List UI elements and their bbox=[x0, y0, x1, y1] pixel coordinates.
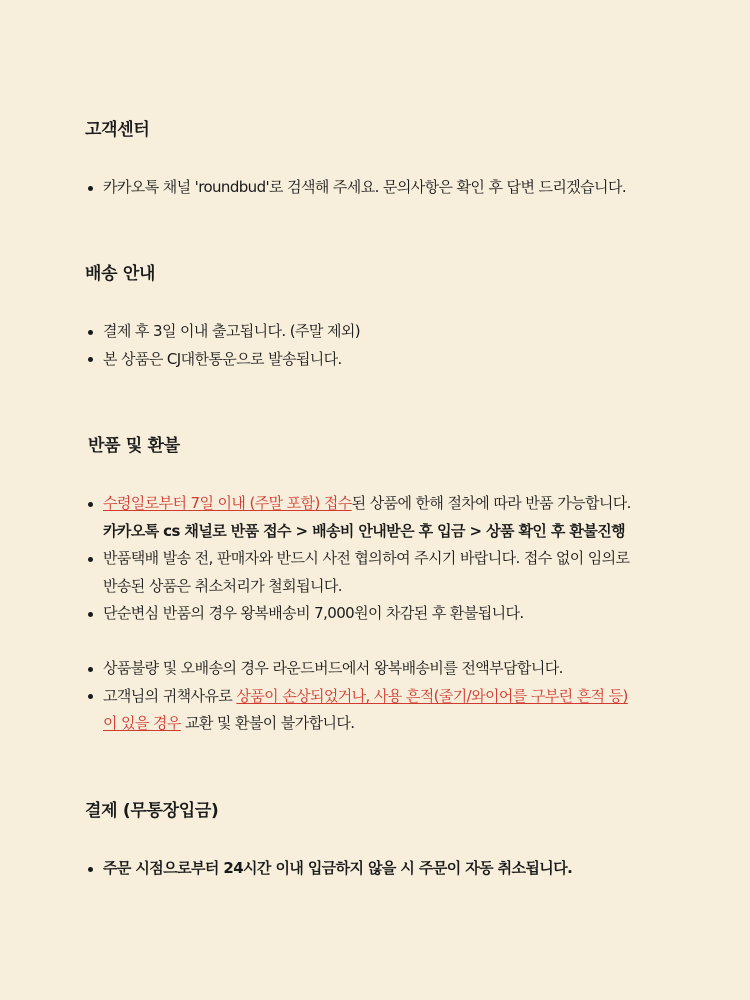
list-item-line bbox=[103, 683, 687, 711]
returns-list bbox=[87, 490, 687, 628]
returns-heading: 반품 및 환불 bbox=[88, 436, 180, 456]
list-item bbox=[87, 683, 687, 738]
return-deadline-highlight: 수령일로부터 7일 이내 (주말 포함) 접수 bbox=[103, 494, 352, 512]
damage-highlight-cont: 이 있을 경우 bbox=[103, 714, 181, 732]
list-item: 단순변심 반품의 경우 왕복배송비 7,000원이 차감된 후 환불됩니다. bbox=[87, 600, 687, 628]
liability-prefix: 고객님의 귀책사유로 bbox=[103, 686, 237, 705]
list-item-line: 반품택배 발송 전, 판매자와 반드시 사전 협의하여 주시기 바랍니다. 접수 없이 임의로 bbox=[103, 549, 630, 567]
returns-list-2 bbox=[87, 655, 687, 738]
list-item-line bbox=[103, 490, 687, 518]
list-item: 상품불량 및 오배송의 경우 라운드버드에서 왕복배송비를 전액부담합니다. bbox=[87, 655, 687, 683]
return-deadline-text: 된 상품에 한해 절차에 따라 반품 가능합니다. bbox=[351, 494, 631, 512]
customer-center-heading: 고객센터 bbox=[85, 120, 150, 140]
list-item-line: 반송된 상품은 취소처리가 철회됩니다. bbox=[103, 576, 342, 595]
list-item: 본 상품은 CJ대한통운으로 발송됩니다. bbox=[87, 346, 687, 374]
payment-heading: 결제 (무통장입금) bbox=[85, 801, 219, 821]
return-process-steps: 카카오톡 cs 채널로 반품 접수 > 배송비 안내받은 후 입금 > 상품 확인 후 환불진행 bbox=[103, 521, 625, 540]
list-item: 결제 후 3일 이내 출고됩니다. (주말 제외) bbox=[87, 318, 687, 346]
payment-list bbox=[87, 855, 687, 883]
list-item bbox=[87, 545, 687, 600]
list-item: 카카오톡 채널 'roundbud'로 검색해 주세요. 문의사항은 확인 후 답변 드리겠습니다. bbox=[87, 174, 687, 202]
shipping-list bbox=[87, 318, 687, 373]
list-item bbox=[87, 490, 687, 545]
shipping-heading: 배송 안내 bbox=[85, 264, 156, 284]
damage-highlight: 상품이 손상되었거나, 사용 흔적(줄기/와이어를 구부린 흔적 등) bbox=[236, 686, 628, 705]
customer-center-list bbox=[87, 174, 687, 202]
liability-suffix: 교환 및 환불이 불가합니다. bbox=[180, 714, 355, 732]
list-item-line bbox=[103, 710, 687, 738]
list-item: 주문 시점으로부터 24시간 이내 입금하지 않을 시 주문이 자동 취소됩니다. bbox=[87, 855, 687, 883]
